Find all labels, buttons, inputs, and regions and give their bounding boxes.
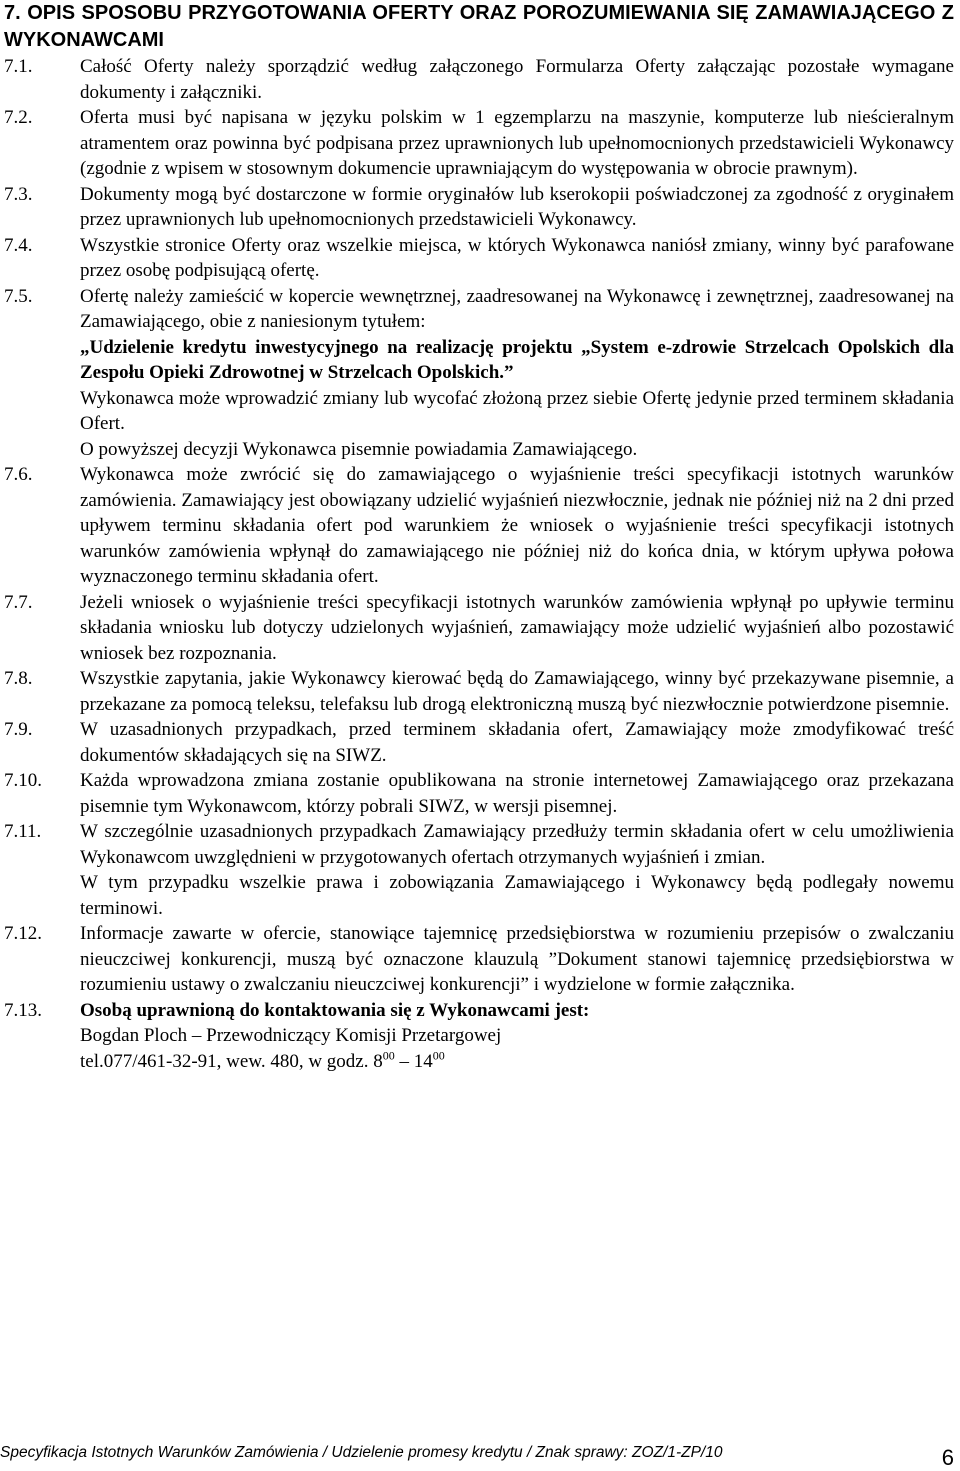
hour-dash-to: – 14 xyxy=(394,1050,433,1072)
item-7-8 xyxy=(4,666,954,717)
section-number: 7. xyxy=(4,2,21,24)
item-number: 7.7. xyxy=(4,591,33,613)
item-text: Dokumenty mogą być dostarczone w formie oryginałów lub kserokopii poświadczonej za zgodność z oryginałem przez uprawnionych lub upełnomocnionych przedstawicieli Wykonawcy. xyxy=(80,183,954,230)
item-7-1 xyxy=(4,54,954,105)
item-text: Jeżeli wniosek o wyjaśnienie treści specyfikacji istotnych warunków zamówienia wpłynął po upływie terminu składania wniosku lub dotyczy udzielonych wyjaśnień, zamawiający może udzielić wyjaśnień albo pozostawić wniosek bez rozpoznania. xyxy=(80,591,954,664)
item-number: 7.10. xyxy=(4,770,42,791)
item-number: 7.5. xyxy=(4,285,33,307)
item-text: Wszystkie zapytania, jakie Wykonawcy kierować będą do Zamawiającego, winny być przekazywane pisemnie, a przekazane za pomocą teleksu, telefaksu lub drogą elektroniczną muszą być niezwłocznie potwierdzone pisemnie. xyxy=(80,668,954,715)
item-text: O powyższej decyzji Wykonawca pisemnie powiadamia Zamawiającego. xyxy=(80,438,638,460)
contact-person: Bogdan Ploch – Przewodniczący Komisji Przetargowej xyxy=(80,1025,502,1046)
item-text: Oferta musi być napisana w języku polskim w 1 egzemplarzu na maszynie, komputerze lub nieścieralnym atramentem oraz powinna być podpisana przez uprawnionych lub upełnomocnionych przedstawicieli Wykonawcy (zgodnie z wpisem w stosownym dokumencie uprawniającym do występowania w obrocie prawnym). xyxy=(80,107,954,179)
footer-text: Specyfikacja Istotnych Warunków Zamówienia / Udzielenie promesy kredytu / Znak sprawy: ZOZ/1-ZP/10 xyxy=(0,1444,723,1461)
item-number: 7.12. xyxy=(4,923,42,944)
item-number: 7.6. xyxy=(4,464,33,485)
item-text: Całość Oferty należy sporządzić według załączonego Formularza Oferty załączając pozostałe wymagane dokumenty i załączniki. xyxy=(80,56,954,103)
item-number: 7.8. xyxy=(4,668,33,689)
section-title: OPIS SPOSOBU PRZYGOTOWANIA OFERTY ORAZ POROZUMIEWANIA SIĘ ZAMAWIAJĄCEGO Z WYKONAWCAMI xyxy=(4,2,954,51)
item-text: Każda wprowadzona zmiana zostanie opublikowana na stronie internetowej Zamawiającego oraz przekazana pisemnie tym Wykonawcom, którzy pobrali SIWZ, w wersji pisemnej. xyxy=(80,770,954,817)
item-7-9 xyxy=(4,717,954,768)
item-7-10 xyxy=(4,768,954,819)
item-number: 7.3. xyxy=(4,183,33,205)
item-text: Wykonawca może zwrócić się do zamawiającego o wyjaśnienie treści specyfikacji istotnych warunków zamówienia. Zamawiający jest obowiązany udzielić wyjaśnień niezwłocznie, jednak nie później niż na 2 dni przed upływem terminu składania ofert pod warunkiem że wniosek o wyjaśnienie treści specyfikacji istotnych warunków zamówienia wpłynął do zamawiającego nie później niż do końca dnia, w którym upływa połowa wyznaczonego terminu składania ofert. xyxy=(80,464,954,587)
item-number: 7.2. xyxy=(4,107,33,128)
item-number: 7.13. xyxy=(4,999,42,1021)
page-footer xyxy=(0,1444,960,1470)
contact-phone xyxy=(80,1049,954,1075)
item-text: Wykonawca może wprowadzić zmiany lub wycofać złożoną przez siebie Ofertę jedynie przed terminem składania Ofert. xyxy=(80,387,954,434)
item-text: Informacje zawarte w ofercie, stanowiące tajemnicę przedsiębiorstwa w rozumieniu przepisów o zwalczaniu nieuczciwej konkurencji, muszą być oznaczone klauzulą ”Dokument stanowi tajemnicę przedsiębiorstwa w rozumieniu ustawy o zwalczaniu nieuczciwej konkurencji” i wydzielone w formie załącznika. xyxy=(80,923,954,995)
item-7-5 xyxy=(4,284,954,463)
phone-text: tel.077/461-32-91, wew. 480, w godz. 8 xyxy=(80,1050,383,1072)
item-text: Ofertę należy zamieścić w kopercie wewnętrznej, zaadresowanej na Wykonawcę i zewnętrznej, zaadresowanej na Zamawiającego, obie z naniesionym tytułem: xyxy=(80,285,954,332)
item-7-4 xyxy=(4,233,954,284)
item-number: 7.4. xyxy=(4,234,33,256)
item-text: Wszystkie stronice Oferty oraz wszelkie miejsca, w których Wykonawca naniósł zmiany, winny być parafowane przez osobę podpisującą ofertę. xyxy=(80,234,954,281)
item-7-6 xyxy=(4,462,954,590)
tender-title: „Udzielenie kredytu inwestycyjnego na realizację projektu „System e-zdrowie Strzelcach Opolskich dla Zespołu Opieki Zdrowotnej w Strzelcach Opolskich.” xyxy=(80,336,954,383)
item-7-2 xyxy=(4,105,954,182)
item-number: 7.1. xyxy=(4,56,33,77)
contact-heading: Osobą uprawnioną do kontaktowania się z Wykonawcami jest: xyxy=(80,999,590,1021)
hour-to-minutes: 00 xyxy=(432,1048,445,1063)
item-7-12 xyxy=(4,921,954,998)
section-items xyxy=(4,54,954,1074)
item-number: 7.9. xyxy=(4,719,33,740)
item-7-11 xyxy=(4,819,954,921)
item-number: 7.11. xyxy=(4,821,42,842)
item-7-13 xyxy=(4,998,954,1075)
item-text: W tym przypadku wszelkie prawa i zobowiązania Zamawiającego i Wykonawcy będą podlegały nowemu terminowi. xyxy=(80,872,954,919)
hour-from-minutes: 00 xyxy=(382,1048,395,1063)
section-heading xyxy=(4,0,954,54)
item-text: W szczególnie uzasadnionych przypadkach Zamawiający przedłuży termin składania ofert w celu umożliwienia Wykonawcom uwzględnieni w przygotowanych ofertach otrzymanych wyjaśnień i zmian. xyxy=(80,821,954,868)
page-number: 6 xyxy=(941,1445,954,1470)
item-7-3 xyxy=(4,182,954,233)
item-7-7 xyxy=(4,590,954,667)
item-text: W uzasadnionych przypadkach, przed terminem składania ofert, Zamawiający może zmodyfikować treść dokumentów składających się na SIWZ. xyxy=(80,719,954,766)
